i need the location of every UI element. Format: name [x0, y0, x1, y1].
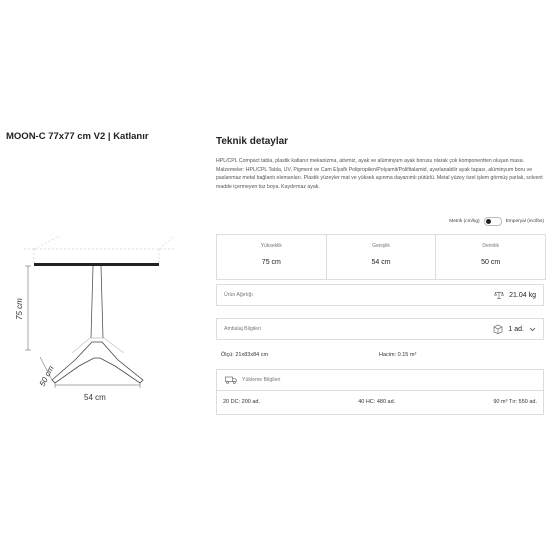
height-dimension-label: 75 cm	[15, 298, 24, 320]
weight-row	[216, 284, 544, 306]
packaging-quantity[interactable]: 1 ad.	[508, 325, 524, 333]
loading-20dc: 20 DC: 200 ad.	[223, 399, 260, 405]
box-icon	[493, 324, 503, 334]
product-title: MOON-C 77x77 cm V2 | Katlanır	[6, 131, 149, 142]
product-dimension-drawing	[0, 230, 200, 410]
packaging-quantity-select[interactable]	[493, 324, 536, 334]
product-description: HPL/CPL Compact tabla, plastik katlanır mekanizma, ativmiz, ayak ve alüminyum ayak borusu olarak çok komponentten oluşan masa. Malzemeler: HPL/CPL Tabla, UV, Pigment ve Cam Elyaflı Polipropilen/Polyamit/Polifitalamid, ayarlanabilir ayak tapası, alüminyum boru ve paslanmaz metal bağlantı elemanları. Plastik yüzeyler mat ve yüksek aşınma dayanımlı pütürlü. Metal yüzey özel işlem görmüş parlak, solvent madde içermeyen toz boya. Kaydırmaz ayak.	[216, 158, 543, 190]
weight-label: Ürün Ağırlığı	[224, 292, 253, 298]
packaging-volume: Hacim: 0.15 m³	[379, 352, 417, 358]
table-base	[52, 342, 143, 383]
depth-dimension-label: 50 cm	[37, 364, 56, 388]
table-pole	[91, 266, 103, 338]
dimension-value: 50 cm	[481, 259, 501, 266]
table-top	[34, 263, 159, 266]
weight-value: 21.04 kg	[509, 291, 536, 299]
chevron-down-icon[interactable]	[529, 327, 536, 332]
dimensions-table	[216, 234, 546, 280]
dimension-label: Derinlik	[482, 243, 500, 249]
packaging-label: Ambalaj Bilgileri	[224, 326, 261, 332]
dimension-depth	[436, 235, 545, 279]
toggle-knob	[486, 219, 491, 224]
loading-truck: 90 m³ Tır: 550 ad.	[493, 399, 537, 405]
unit-switch[interactable]	[449, 217, 544, 226]
width-dimension-label: 54 cm	[84, 393, 106, 402]
metric-label[interactable]: Metrik (cm/kg)	[449, 219, 480, 224]
packaging-row[interactable]	[216, 318, 544, 340]
loading-40hc: 40 HC: 480 ad.	[358, 399, 396, 405]
packaging-size: Ölçü: 21x83x84 cm	[221, 352, 269, 358]
loading-box	[216, 369, 544, 415]
weight-value-group	[494, 291, 536, 299]
dimension-width	[327, 235, 437, 279]
packaging-info	[221, 352, 541, 358]
unit-toggle[interactable]	[484, 217, 502, 226]
imperial-label[interactable]: Emperyal (inc/lbs)	[505, 219, 544, 224]
dimension-value: 75 cm	[261, 259, 281, 266]
dimension-label: Yükseklik	[260, 243, 282, 249]
scale-icon	[494, 291, 504, 299]
section-title: Teknik detaylar	[216, 136, 289, 147]
loading-header	[217, 370, 543, 391]
loading-label: Yükleme Bilgileri	[242, 377, 281, 383]
dimension-height	[217, 235, 327, 279]
dimension-value: 54 cm	[371, 259, 391, 266]
loading-values	[217, 391, 543, 405]
truck-icon	[225, 376, 237, 384]
dimension-label: Genişlik	[372, 243, 390, 249]
